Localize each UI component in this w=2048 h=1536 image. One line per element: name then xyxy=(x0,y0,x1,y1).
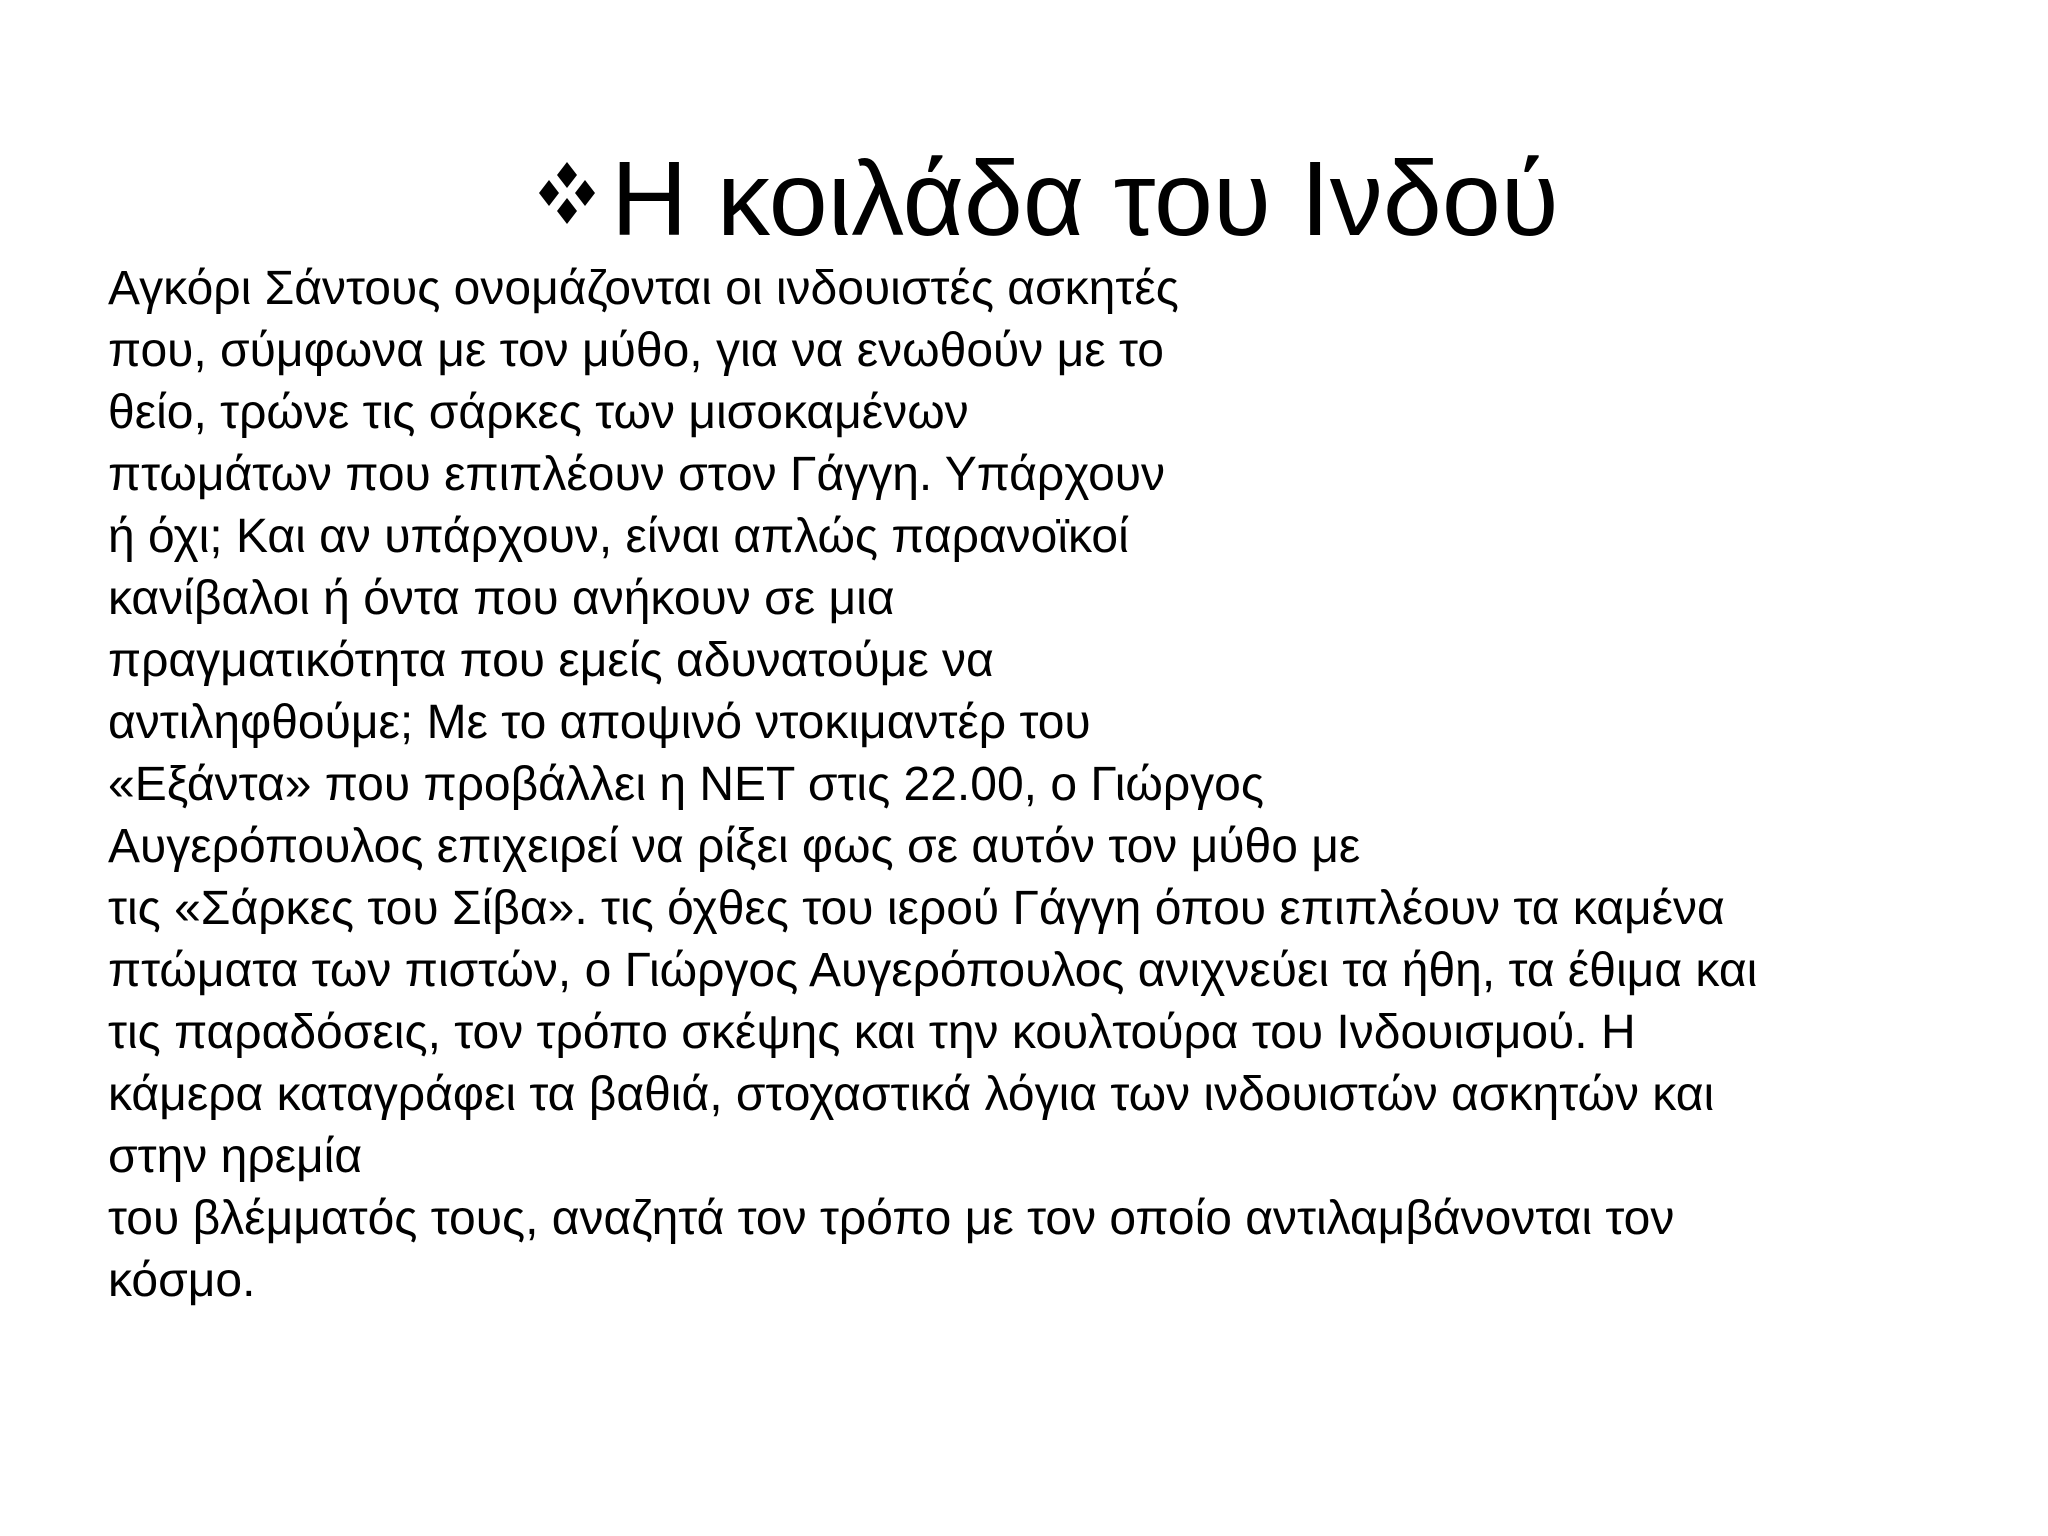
body-line: που, σύμφωνα με τον μύθο, για να ενωθούν με το xyxy=(108,324,1164,377)
body-line: πραγματικότητα που εμείς αδυνατούμε να xyxy=(108,634,994,687)
title-row xyxy=(527,140,1559,258)
body-line: «Εξάντα» που προβάλλει η ΝΕΤ στις 22.00, ο Γιώργος xyxy=(108,758,1265,811)
body-line: κάμερα καταγράφει τα βαθιά, στοχαστικά λόγια των ινδουιστών ασκητών και xyxy=(108,1068,1715,1121)
body-line: θείο, τρώνε τις σάρκες των μισοκαμένων xyxy=(108,386,969,439)
body-line: τις «Σάρκες του Σίβα». τις όχθες του ιερού Γάγγη όπου επιπλέουν τα καμένα xyxy=(108,882,1725,935)
body-line: ή όχι; Και αν υπάρχουν, είναι απλώς παρανοϊκοί xyxy=(108,510,1129,563)
body-line: κόσμο. xyxy=(108,1254,256,1307)
body-line: στην ηρεμία xyxy=(108,1130,363,1183)
body-line: κανίβαλοι ή όντα που ανήκουν σε μια xyxy=(108,572,895,625)
four-diamond-bullet-icon xyxy=(527,158,607,224)
body-line: αντιληφθούμε; Με το αποψινό ντοκιμαντέρ του xyxy=(108,696,1091,749)
body-line: Αγκόρι Σάντους ονομάζονται οι ινδουιστές ασκητές xyxy=(108,262,1179,315)
slide-title: Η κοιλάδα του Ινδού xyxy=(611,140,1559,258)
body-line: Αυγερόπουλος επιχειρεί να ρίξει φως σε αυτόν τον μύθο με xyxy=(108,820,1361,873)
body-line: πτώματα των πιστών, ο Γιώργος Αυγερόπουλος ανιχνεύει τα ήθη, τα έθιμα και xyxy=(108,944,1758,997)
body-line: πτωμάτων που επιπλέουν στον Γάγγη. Υπάρχουν xyxy=(108,448,1166,501)
body-line: τις παραδόσεις, τον τρόπο σκέψης και την κουλτούρα του Ινδουισμού. Η xyxy=(108,1006,1636,1059)
body-line: του βλέμματός τους, αναζητά τον τρόπο με τον οποίο αντιλαμβάνονται τον xyxy=(108,1192,1675,1245)
body-text xyxy=(108,258,2008,1312)
